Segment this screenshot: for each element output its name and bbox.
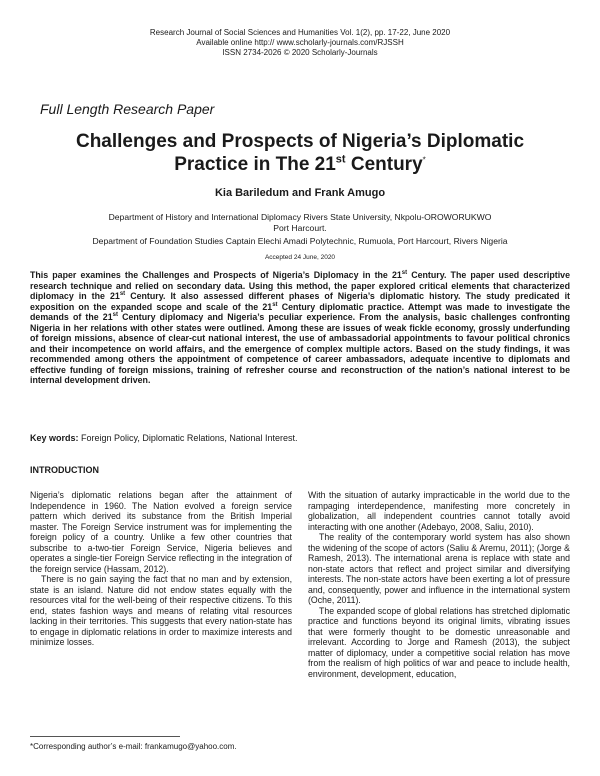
title-line-2-prefix: Practice in The 21: [174, 154, 336, 175]
authors: Kia Bariledum and Frank Amugo: [214, 187, 386, 199]
title-line-1: Challenges and Prospects of Nigeria’s Diplomatic: [75, 131, 525, 152]
affiliation-1-line-1: Department of History and International Diplomacy Rivers State University, Nkpolu-OROWORUKWO: [108, 212, 492, 222]
paper-type: Full Length Research Paper: [40, 101, 215, 117]
title-footnote-mark: *: [422, 155, 426, 165]
body-paragraph: The reality of the contemporary world system has also shown the widening of the scope of actors (Saliu & Aremu, 2011); (Jorge & Ramesh, 2013). The international arena is replace with state and non-state actors that reflect and project similar and diversifying interests. The non-state actors have been exerting a lot of pressure and, consequently, power and influence in the international system (Oche, 2011).: [308, 532, 570, 605]
keywords-label: Key words:: [30, 433, 79, 443]
abstract-part-5: Century diplomacy and Nigeria’s peculiar experience. From the analysis, basic challenges confronting Nigeria in her relations with other states were outlined. Among these are issues of weak fickle economy, grossly underfunding of foreign missions, absence of clear-cut national interest, the use of ambassadorial appointments to favour political chronics and their incompetence on world affairs, and the emergence of complex multiple actors. Based on the study findings, it was recommended among others the appointment of competence of career ambassadors, adequate incentive to diplomats and effective funding of foreign missions, training of refresher course and reconstruction of the nation’s national interest to be internal development driven.: [30, 312, 570, 385]
abstract-part-2: Century. The paper used descriptive research technique and relied on secondary data. Using this method, the paper explored critical elements that characterized diplomacy in the 21: [30, 270, 570, 301]
body-column-left: [30, 490, 292, 648]
abstract-part-1: This paper examines the Challenges and Prospects of Nigeria’s Diplomacy in the 21: [30, 270, 402, 280]
affiliation-2: Department of Foundation Studies Captain Elechi Amadi Polytechnic, Rumuola, Port Harcourt, Rivers Nigeria: [92, 236, 508, 246]
journal-issn: ISSN 2734-2026 © 2020 Scholarly-Journals: [222, 48, 378, 57]
abstract: [30, 270, 570, 386]
abstract-part-3: Century. It also assessed different phases of Nigeria’s diplomatic history. The study predicated it exposition on the expanded scope and scale of the 21: [30, 291, 570, 312]
body-paragraph: The expanded scope of global relations has stretched diplomatic practice and functions beyond its original limits, vibrating issues that were formerly thought to be domestic unreasonable and irrelevant. According to Jorge and Ramesh (2013), the subject matter of diplomacy, under a competitive social relation has move from the realism of high politics of war and peace to include health, environment, development, education,: [308, 605, 570, 679]
keywords: [30, 433, 297, 443]
body-paragraph: With the situation of autarky impracticable in the world due to the rampaging interdependence, manifesting more concretely in globalization, all independent countries cannot totally avoid interacting with one another (Adebayo, 2008, Saliu, 2010).: [308, 490, 570, 532]
journal-citation: Research Journal of Social Sciences and Humanities Vol. 1(2), pp. 17-22, June 2020: [149, 28, 451, 37]
abstract-sup-1: st: [401, 270, 408, 277]
title-line-2-suffix: Century: [345, 154, 423, 175]
body-paragraph: There is no gain saying the fact that no man and by extension, state is an island. Nature did not endow states equally with the resources vital for the well-being of their respective citizens. To this end, states fashion ways and means of relating vital resources lacking in their territories. This suggests that every nation-state has to engage in diplomatic relations in order to maximize interests and minimize losses.: [30, 574, 292, 647]
body-paragraph: Nigeria’s diplomatic relations began after the attainment of Independence in 1960. The Nation evolved a foreign service pattern which derived its substance from the British Imperial master. The Foreign Service instrument was for implementing the foreign policy of a country. Unlike a few other countries that subscribe to a-two-tier Foreign Service, Nigeria believes and operates a single-tier Foreign Service reflecting in the integration of the foreign service (Hassam, 2012).: [30, 490, 292, 574]
abstract-sup-2: st: [119, 291, 126, 298]
affiliation-1-line-2: Port Harcourt.: [273, 223, 327, 233]
footnote: *Corresponding author’s e-mail: frankamugo@yahoo.com.: [30, 742, 237, 751]
keywords-text: Foreign Policy, Diplomatic Relations, National Interest.: [81, 433, 298, 443]
section-heading: INTRODUCTION: [30, 465, 99, 475]
body-column-right: [308, 490, 570, 679]
footnote-divider: [30, 736, 180, 737]
accepted-date: Accepted 24 June, 2020: [264, 254, 336, 261]
journal-url: Available online http:// www.scholarly-journals.com/RJSSH: [196, 38, 404, 47]
title-superscript: st: [335, 153, 346, 166]
abstract-part-4: Century diplomatic practice. Attempt was made to investigate the demands of the 21: [30, 301, 570, 322]
abstract-sup-4: st: [112, 312, 118, 319]
abstract-sup-3: st: [272, 301, 278, 308]
title-line-2: [0, 153, 600, 176]
